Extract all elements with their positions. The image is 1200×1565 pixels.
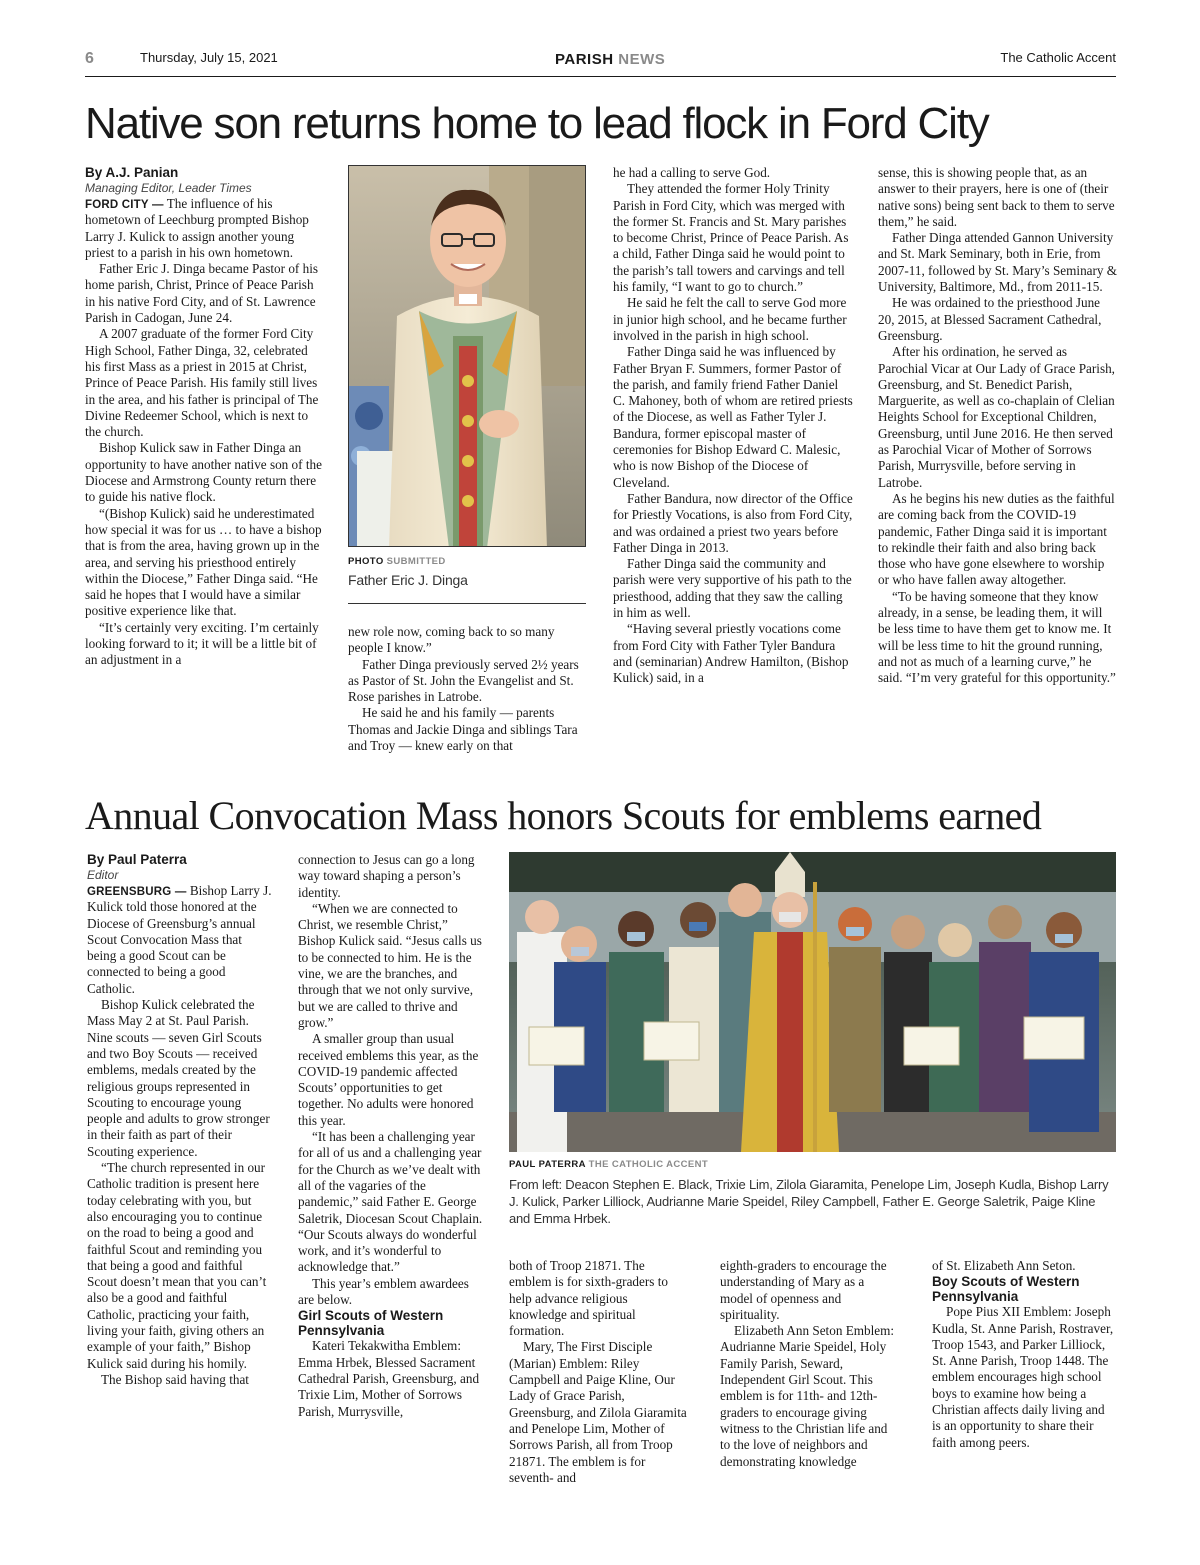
paragraph: He was ordained to the priesthood June 20, 2015, at Blessed Sacrament Cathedral, Greensburg. [878, 295, 1102, 343]
photo-caption: Father Eric J. Dinga [348, 572, 468, 588]
article1-dateline: FORD CITY — [85, 199, 164, 211]
boy-scouts-subhead: Boy Scouts of Western Pennsylvania [932, 1274, 1080, 1305]
paragraph: connection to Jesus can go a long way toward shaping a person’s identity. [298, 852, 475, 900]
portrait-photo [348, 165, 586, 547]
paragraph: Father Eric J. Dinga became Pastor of his home parish, Christ, Prince of Peace Parish in his native Ford City, and of St. Lawrence Parish in Cadogan, June 24. [85, 261, 318, 326]
paragraph: As he begins his new duties as the faithful are coming back from the COVID-19 pandemic, Father Dinga said it is important to rekindle their faith and also bring back those who have gone elsewhere to worship or who have fallen away altogether. [878, 490, 1115, 588]
paragraph: They attended the former Holy Trinity Parish in Ford City, which was merged with the former St. Francis and St. Mary parishes to become Christ, Prince of Peace Parish. As a child, Father Dinga said he would point to the parish’s tall towers and carvings and tell his family, “I want to go to church.” [613, 181, 849, 295]
paragraph: eighth-graders to encourage the understanding of Mary as a model of openness and spirituality. [720, 1258, 887, 1322]
article1-column-3 [613, 165, 853, 687]
photo-credit: PHOTO SUBMITTED [348, 556, 446, 567]
paragraph: new role now, coming back to so many people I know.” [348, 624, 555, 656]
article1-column-2 [348, 624, 588, 754]
paragraph: Father Dinga said he was influenced by Father Bryan F. Summers, former Pastor of the parish, and family friend Father Daniel C. Mahoney, both of whom are retired priests of the Diocese, as well as Father Tyler J. Bandura, former episcopal master of ceremonies for Bishop Edward C. Malesic, who is now Bishop of the Diocese of Cleveland. [613, 344, 853, 490]
page-number: 6 [85, 50, 94, 67]
paragraph: both of Troop 21871. The emblem is for sixth-graders to help advance religious knowledge and spiritual formation. [509, 1258, 668, 1339]
scouts-group-illustration [509, 852, 1116, 1152]
article1-column-4 [878, 165, 1118, 687]
paragraph: he had a calling to serve God. [613, 165, 771, 180]
article2-byline-title: Editor [87, 868, 119, 882]
paragraph: Mary, The First Disciple (Marian) Emblem: Riley Campbell and Paige Kline, Our Lady of Grace Parish, Greensburg, and Zilola Giaramita and Penelope Lim, Mother of Sorrows Parish, all from Troop 21871. The emblem is for seventh- and [509, 1339, 687, 1485]
paragraph: “Having several priestly vocations come from Ford City with Father Tyler Bandura and (seminarian) Andrew Hamilton, (Bishop Kulick) said, in a [613, 621, 849, 686]
paragraph: Father Bandura, now director of the Office for Priestly Vocations, is also from Ford City, and was ordained a priest two years before Father Dinga in 2013. [613, 490, 853, 555]
article1-lead-paragraph: FORD CITY — The influence of his hometown of Leechburg prompted Bishop Larry J. Kulick to assign another young priest to a parish in his own hometown. [85, 196, 309, 260]
article2-column-1 [87, 852, 274, 1388]
article1-column-1 [85, 165, 325, 669]
section-title-bold: PARISH [555, 51, 614, 68]
article2-column-2 [298, 852, 486, 1420]
article1-byline-title: Managing Editor, Leader Times [85, 181, 252, 195]
paragraph: “It’s certainly very exciting. I’m certainly looking forward to it; it will be a little bit of an adjustment in a [85, 619, 319, 668]
paragraph: Father Dinga attended Gannon University and St. Mark Seminary, both in Erie, from 2007-11, followed by St. Mary’s Seminary & University, Baltimore, Md., from 2011-15. [878, 230, 1118, 295]
article1-byline: By A.J. Panian [85, 165, 179, 180]
article2-dateline: GREENSBURG — [87, 886, 187, 898]
article2-column-3 [509, 1258, 687, 1486]
paragraph: He said he felt the call to serve God more in junior high school, and he became further involved in the parish in high school. [613, 295, 847, 343]
paragraph: Pope Pius XII Emblem: Joseph Kudla, St. Anne Parish, Rostraver, Troop 1543, and Parker Lilliock, St. Anne Parish, Troop 1448. The emblem encourages high school boys to examine how being a Christian affects daily living and is an opportunity to share their faith among peers. [932, 1304, 1114, 1450]
paragraph: Elizabeth Ann Seton Emblem: Audrianne Marie Speidel, Holy Family Parish, Seward, Independent Girl Scout. This emblem is for 11th- and 12th-graders to encourage giving witness to the Christian life and to the love of neighbors and demonstrating knowledge [720, 1323, 895, 1469]
paragraph: After his ordination, he served as Parochial Vicar at Our Lady of Grace Parish, Greensburg, and St. Benedict Parish, Marguerite, as well as co-chaplain of Clelian Heights School for Exceptional Children, Greensburg, until June 2016. He then served as Parochial Vicar of Mother of Sorrows Parish, Murrysville, before serving in Latrobe. [878, 344, 1115, 490]
section-title-grey: NEWS [618, 51, 666, 68]
paragraph: of St. Elizabeth Ann Seton. [932, 1258, 1076, 1273]
article2-column-4 [720, 1258, 900, 1470]
paragraph: A 2007 graduate of the former Ford City High School, Father Dinga, 32, celebrated his first Mass as a priest in 2015 at Christ, Prince of Peace Parish. His family still lives in the area, and his father is principal of The Divine Redeemer School, which is next to the church. [85, 326, 319, 440]
section-title [555, 51, 665, 68]
paragraph: sense, this is showing people that, as an answer to their prayers, here is one of (their native sons) being sent back to them to serve them,” he said. [878, 165, 1115, 229]
caption-divider [348, 603, 586, 604]
paragraph: This year’s emblem awardees are below. [298, 1275, 469, 1308]
girl-scouts-subhead: Girl Scouts of Western Pennsylvania [298, 1308, 444, 1339]
article2-lead-paragraph: GREENSBURG — Bishop Larry J. Kulick told those honored at the Diocese of Greensburg’s annual Scout Convocation Mass that being a good Scout can be connected to being a good Catholic. [87, 883, 272, 996]
group-photo-credit: PAUL PATERRA THE CATHOLIC ACCENT [509, 1159, 709, 1170]
paragraph: Kateri Tekakwitha Emblem: Emma Hrbek, Blessed Sacrament Cathedral Parish, Greensburg, and Trixie Lim, Mother of Sorrows Parish, Murrysville, [298, 1338, 480, 1419]
priest-portrait-illustration [349, 166, 586, 547]
publication-name: The Catholic Accent [1000, 50, 1116, 65]
issue-date: Thursday, July 15, 2021 [140, 50, 278, 65]
paragraph: “(Bishop Kulick) said he underestimated how special it was for us … to have a bishop that is from the area, having grown up in the area, and serving his priesthood entirely within the Diocese,” Father Dinga said. “He said he hopes that I would have a similar positive experience like that. [85, 505, 322, 619]
paragraph: Bishop Kulick celebrated the Mass May 2 at St. Paul Parish. Nine scouts — seven Girl Scouts and two Boy Scouts — received emblems, medals created by the religious groups represented in Scouting to encourage young people and adults to grow stronger in their faith as part of their Scouting experience. [87, 997, 270, 1159]
group-photo [509, 852, 1116, 1152]
paragraph: A smaller group than usual received emblems this year, as the COVID-19 pandemic affected Scouts’ opportunities to get together. No adults were honored this year. [298, 1031, 479, 1128]
paragraph: “The church represented in our Catholic tradition is present here today celebrating with you, but also encouraging you to continue on the road to being a good and faithful Scout and reminding you that being a good and faithful Scout doesn’t mean that you can’t also be a good and faithful Catholic, practicing your faith, living your faith, giving others an example of your faith,” Bishop Kulick said during his homily. [87, 1160, 267, 1371]
article2-column-5 [932, 1258, 1116, 1451]
paragraph: “When we are connected to Christ, we resemble Christ,” Bishop Kulick said. “Jesus calls us to be connected to him. He is the vine, we are the branches, and through that we not only survive, but we are called to thrive and grow.” [298, 900, 482, 1030]
paragraph: Father Dinga said the community and parish were very supportive of his path to the priesthood, adding that they saw the calling in him as well. [613, 556, 852, 621]
page-header [85, 48, 1116, 77]
paragraph: “To be having someone that they know already, in a sense, be leading them, it will be less time to have them get to know me. It will be less time to hit the ground running, and not as much of a learning curve,” he said. “I’m very grateful for this opportunity.” [878, 588, 1116, 686]
paragraph: Father Dinga previously served 2½ years as Pastor of St. John the Evangelist and St. Rose parishes in Latrobe. [348, 656, 579, 705]
paragraph: Bishop Kulick saw in Father Dinga an opportunity to have another native son of the Diocese and Armstrong County return there to guide his native flock. [85, 440, 322, 505]
article2-headline: Annual Convocation Mass honors Scouts for emblems earned [85, 793, 1042, 838]
paragraph: The Bishop said having that [101, 1371, 249, 1387]
paragraph: “It has been a challenging year for all of us and a challenging year for the Church as we’ve dealt with all of the vagaries of the pandemic,” said Father E. George Saletrik, Diocesan Scout Chaplain. “Our Scouts always do wonderful work, and it’s wonderful to acknowledge that.” [298, 1129, 483, 1275]
article1-headline: Native son returns home to lead flock in Ford City [85, 99, 989, 148]
group-photo-caption: From left: Deacon Stephen E. Black, Trixie Lim, Zilola Giaramita, Penelope Lim, Joseph Kudla, Bishop Larry J. Kulick, Parker Lilliock, Audrianne Marie Speidel, Riley Campbell, Father E. George Saletrik, Paige Kline and Emma Hrbek. [509, 1177, 1109, 1226]
article2-byline: By Paul Paterra [87, 852, 187, 867]
paragraph: He said he and his family — parents Thomas and Jackie Dinga and siblings Tara and Troy — knew early on that [348, 705, 578, 754]
